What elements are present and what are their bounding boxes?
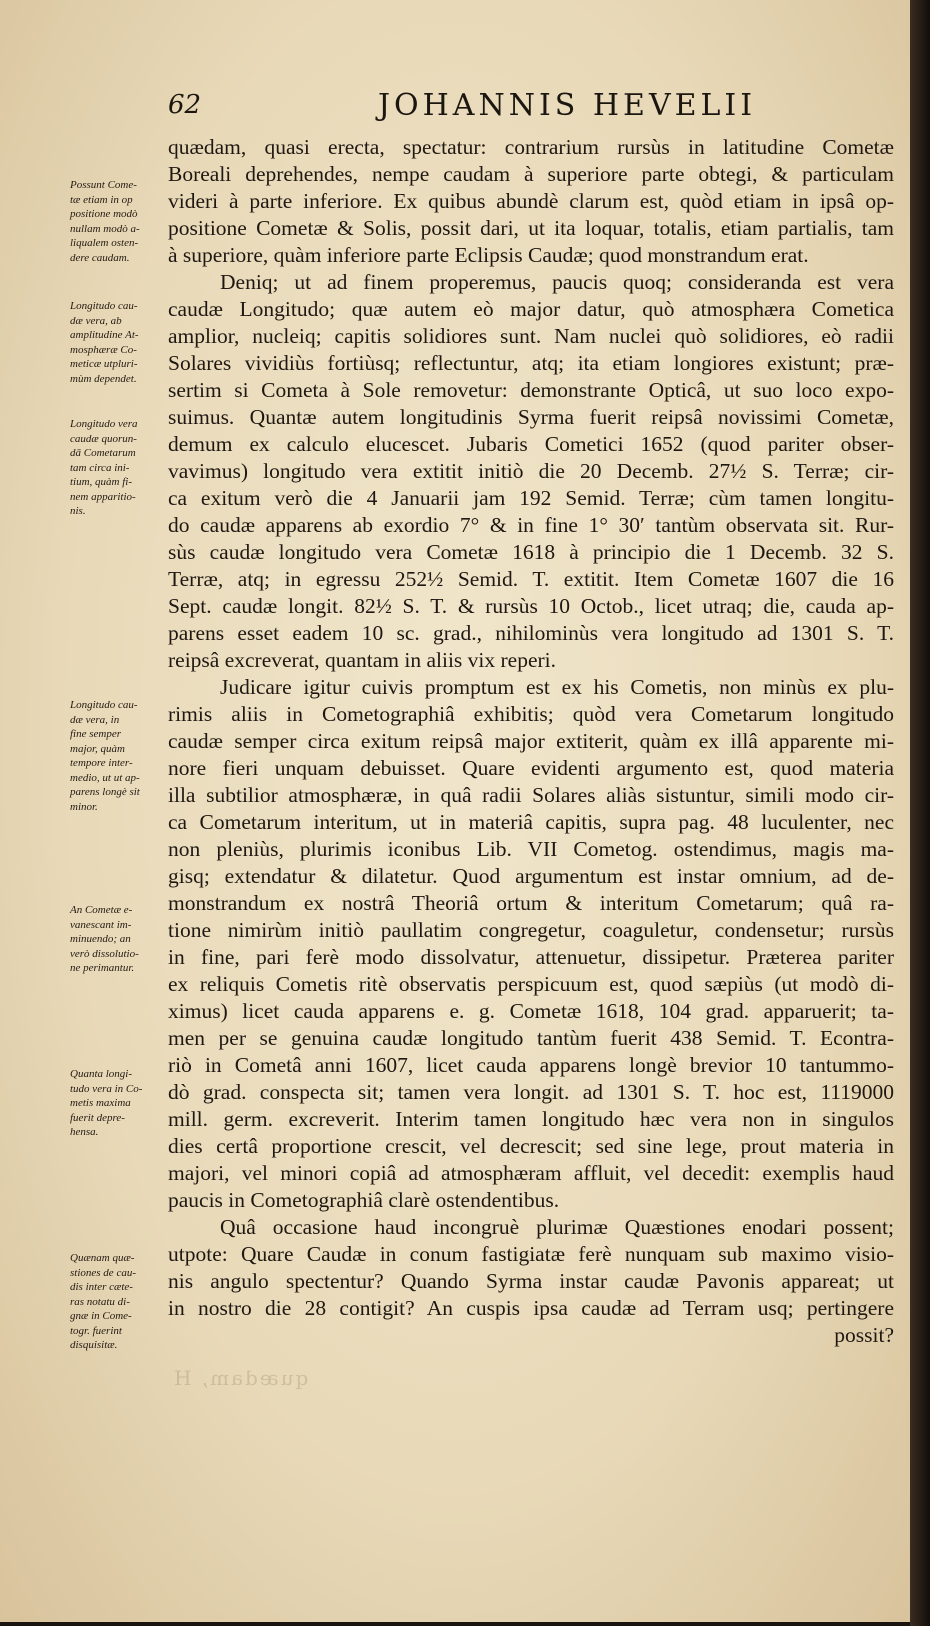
- text-line: rimis aliis in Cometographiâ exhibitis; quòd vera Cometarum longitudo: [168, 702, 894, 726]
- margin-line: ras notatu di-: [70, 1295, 130, 1308]
- text-line: dies certâ proportione crescit, vel decrescit; sed sine lege, prout materia in: [168, 1134, 894, 1158]
- margin-line: tæ etiam in op: [70, 193, 133, 206]
- page-header: [168, 88, 898, 128]
- text-line: ca exitum verò die 4 Januarii jam 192 Semid. Terræ; cùm tamen longitu-: [168, 486, 894, 510]
- text-line: possit?: [834, 1323, 894, 1347]
- text-line: do caudæ apparens ab exordio 7° & in fine 1° 30′ tantùm observata sit. Rur-: [168, 513, 894, 537]
- margin-line: vanescant im-: [70, 918, 132, 931]
- margin-line: verò dissolutio-: [70, 947, 139, 960]
- text-line: majori, vel minori copiâ ad atmosphæram affluit, vel decedit: exemplis haud: [168, 1161, 894, 1185]
- margin-line: ne perimantur.: [70, 962, 135, 974]
- text-line: positione Cometæ & Solis, possit dari, ut ita loquar, totalis, etiam partialis, tam: [168, 216, 894, 240]
- margin-line: nis.: [70, 505, 86, 517]
- text-line: sùs caudæ longitudo vera Cometæ 1618 à principio die 1 Decemb. 32 S.: [168, 540, 894, 564]
- margin-line: parens longè sit: [70, 786, 140, 798]
- text-line: Terræ, atq; in egressu 252½ Semid. T. extitit. Item Cometæ 1607 die 16: [168, 567, 894, 591]
- margin-line: tam circa ini-: [70, 461, 130, 474]
- text-line: non pleniùs, plurimis iconibus Lib. VII Cometog. ostendimus, magis ma-: [168, 837, 894, 861]
- text-line: Solares vividiùs fortiùsq; reflectuntur, atq; ita etiam longiores existunt; præ-: [168, 351, 894, 375]
- text-line: Quâ occasione haud incongruè plurimæ Quæstiones enodari possent;: [220, 1215, 894, 1239]
- text-line: amplior, nucleiq; capitis solidiores sunt. Nam nuclei quò solidiores, eò radii: [168, 324, 894, 348]
- show-through-offset: quædam, H: [172, 1366, 309, 1390]
- marginal-note-3: [70, 417, 166, 519]
- text-line: Boreali deprehendes, nempe caudam à superiore parte obtegi, & particulam: [168, 162, 894, 186]
- page-number: 62: [168, 90, 202, 120]
- margin-line: Possunt Come-: [70, 179, 137, 191]
- margin-line: liqualem osten-: [70, 237, 139, 249]
- margin-line: stiones de cau-: [70, 1266, 136, 1279]
- margin-line: dæ vera, in: [70, 713, 120, 726]
- margin-line: hensa.: [70, 1126, 99, 1138]
- text-line: Deniq; ut ad finem properemus, paucis quoq; consideranda est vera: [220, 270, 894, 294]
- text-line: reipsâ excreverat, quantam in aliis vix reperi.: [168, 648, 557, 672]
- margin-line: Longitudo cau-: [70, 699, 138, 711]
- margin-line: caudæ quorun-: [70, 432, 137, 445]
- text-line: utpote: Quare Caudæ in conum fastigiatæ ferè nunquam sub maximo visio-: [168, 1242, 894, 1266]
- text-line: illa subtilior atmosphæræ, in quâ radii Solares aliàs sistuntur, simili modo cir-: [168, 783, 894, 807]
- text-line: Judicare igitur cuivis promptum est ex his Cometis, non minùs ex plu-: [220, 675, 894, 699]
- text-line: sertim si Cometa à Sole removetur: demonstrante Opticâ, ut suo loco expo-: [168, 378, 894, 402]
- margin-line: mùm dependet.: [70, 372, 137, 385]
- text-line: suimus. Quantæ autem longitudinis Syrma fuerit reipsâ novissimi Cometæ,: [168, 405, 894, 429]
- margin-line: dis inter cæte-: [70, 1281, 133, 1293]
- margin-line: major, quàm: [70, 742, 126, 755]
- text-line: monstrandum ex nostrâ Theoriâ ortum & interitum Cometarum; quâ ra-: [168, 891, 894, 915]
- text-line: in fine, pari ferè modo dissolvatur, attenuetur, dissipetur. Præterea pariter: [168, 945, 894, 969]
- main-text-block: [168, 134, 894, 1349]
- margin-line: positione modò: [70, 208, 138, 220]
- text-line: quædam, quasi erecta, spectatur: contrarium rursùs in latitudine Cometæ: [168, 135, 894, 159]
- book-spine: [910, 0, 930, 1626]
- text-line: dò grad. conspecta sit; tamen vera longit. ad 1301 S. T. hoc est, 1119000: [168, 1080, 894, 1104]
- margin-line: dā Cometarum: [70, 447, 136, 459]
- margin-line: nullam modò a-: [70, 222, 140, 235]
- text-line: caudæ semper circa exitum reipsâ major extiterit, quàm ex illâ apparente mi-: [168, 729, 894, 753]
- text-line: videri à parte inferiore. Ex quibus abundè clarum est, quòd etiam in ipsâ op-: [168, 189, 894, 213]
- margin-line: dere caudam.: [70, 251, 130, 264]
- text-line: caudæ Longitudo; quæ autem eò major datur, quò atmosphæra Cometica: [168, 297, 894, 321]
- text-line: Sept. caudæ longit. 82½ S. T. & rursùs 10 Octob., licet utraq; die, cauda ap-: [168, 594, 894, 618]
- margin-line: Longitudo vera: [70, 418, 138, 430]
- margin-line: tempore inter-: [70, 757, 133, 769]
- margin-line: Quænam quæ-: [70, 1252, 135, 1264]
- marginal-note-6: [70, 1067, 166, 1140]
- margin-line: minuendo; an: [70, 933, 131, 945]
- text-line: ex reliquis Cometis ritè observatis perspicuum est, quod sæpiùs (ut modò di-: [168, 972, 894, 996]
- margin-line: togr. fuerint: [70, 1324, 122, 1337]
- text-line: à superiore, quàm inferiore parte Eclipsis Caudæ; quod monstrandum erat.: [168, 243, 809, 267]
- margin-line: tudo vera in Co-: [70, 1082, 143, 1095]
- text-line: men per se genuina caudæ longitudo tantùm fuerit 438 Semid. T. Econtra-: [168, 1026, 894, 1050]
- text-line: parens esset eadem 10 sc. grad., nihilominùs vera longitudo ad 1301 S. T.: [168, 621, 894, 645]
- margin-line: minor.: [70, 800, 98, 813]
- margin-line: amplitudine At-: [70, 329, 139, 341]
- margin-line: tium, quàm fi-: [70, 476, 133, 488]
- text-line: tione nimirùm initiò paullatim congregetur, coaguletur, condensetur; rursùs: [168, 918, 894, 942]
- margin-line: dæ vera, ab: [70, 314, 122, 327]
- text-line: paucis in Cometographiâ clarè ostendentibus.: [168, 1188, 560, 1212]
- marginal-note-5: [70, 903, 166, 976]
- marginal-note-2: [70, 299, 166, 386]
- margin-line: nem apparitio-: [70, 490, 136, 503]
- text-line: vavimus) longitudo vera extitit initiò die 20 Decemb. 27½ S. Terræ; cir-: [168, 459, 894, 483]
- text-line: riò in Cometâ anni 1607, licet cauda apparens longè brevior 10 tantummo-: [168, 1053, 894, 1077]
- text-line: mill. germ. excreverit. Interim tamen longitudo hæc vera non in singulos: [168, 1107, 894, 1131]
- text-line: in nostro die 28 contigit? An cuspis ipsa caudæ ad Terram usq; pertingere: [168, 1296, 894, 1320]
- margin-line: metis maxima: [70, 1097, 131, 1109]
- marginal-note-1: [70, 178, 166, 265]
- margin-line: An Cometæ e-: [70, 904, 133, 916]
- margin-line: medio, ut ut ap-: [70, 771, 140, 784]
- margin-line: Quanta longi-: [70, 1068, 133, 1080]
- marginal-note-4: [70, 698, 166, 814]
- text-line: ca Cometarum interitum, ut in materiâ capitis, supra pag. 48 luculenter, nec: [168, 810, 894, 834]
- margin-line: fine semper: [70, 728, 122, 740]
- margin-line: disquisitæ.: [70, 1339, 118, 1351]
- margin-line: meticæ utpluri-: [70, 358, 138, 370]
- margin-line: Longitudo cau-: [70, 300, 138, 312]
- text-line: gisq; extendatur & dilatetur. Quod argumentum est instar omnium, ad de-: [168, 864, 894, 888]
- text-line: nore fieri unquam debuisset. Quare evidenti argumento est, quod materia: [168, 756, 894, 780]
- running-head: JOHANNIS HEVELII: [378, 88, 757, 123]
- margin-line: fuerit depre-: [70, 1111, 125, 1124]
- marginal-note-7: [70, 1251, 166, 1353]
- margin-line: gnæ in Come-: [70, 1310, 132, 1322]
- text-line: demum ex calculo elucescet. Jubaris Cometici 1652 (quod pariter obser-: [168, 432, 894, 456]
- text-line: ximus) licet cauda apparens e. g. Cometæ 1618, 104 grad. apparuerit; ta-: [168, 999, 894, 1023]
- text-line: nis angulo spectentur? Quando Syrma instar caudæ Pavonis appareat; ut: [168, 1269, 894, 1293]
- margin-line: mosphæræ Co-: [70, 343, 137, 356]
